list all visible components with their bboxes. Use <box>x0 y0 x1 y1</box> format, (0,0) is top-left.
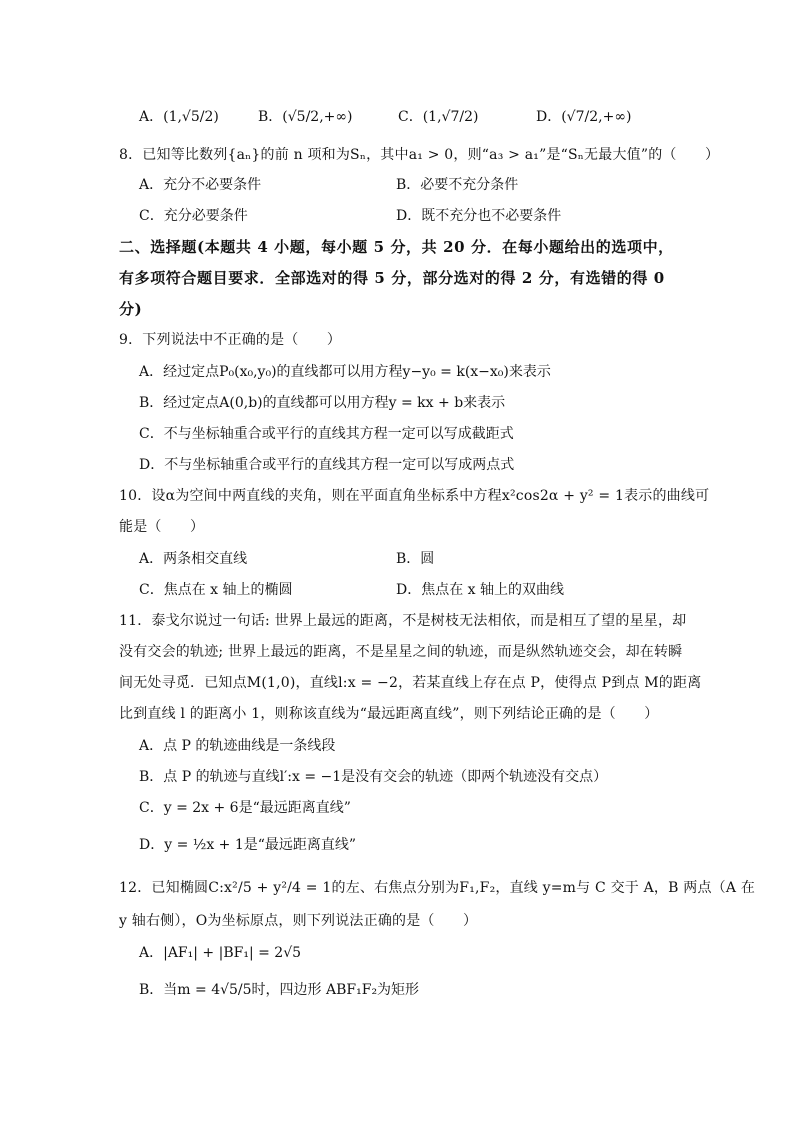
q8-stem: 8．已知等比数列{aₙ}的前 n 项和为Sₙ，其中a₁ > 0，则“a₃ > a₁”是“Sₙ无最大值”的（ ） <box>119 147 720 163</box>
q9-stem: 9．下列说法中不正确的是（ ） <box>119 332 342 348</box>
q11-option-d[interactable]: D．y = ½x + 1是“最远距离直线” <box>139 837 357 853</box>
q11-stem-line3: 间无处寻觅．已知点M(1,0)，直线l:x = −2，若某直线上存在点 P，使得点 P到点 M的距离 <box>119 675 702 691</box>
section2-heading-line3: 分) <box>119 300 143 318</box>
q11-stem-line2: 没有交会的轨迹; 世界上最远的距离，不是星星之间的轨迹，而是纵然轨迹交会，却在转瞬 <box>119 644 683 660</box>
q8-option-b[interactable]: B．必要不充分条件 <box>396 177 519 193</box>
q10-stem-line2: 能是（ ） <box>119 519 205 535</box>
section2-heading-line2: 有多项符合题目要求．全部选对的得 5 分，部分选对的得 2 分，有选错的得 0 <box>119 269 665 287</box>
q10-option-d[interactable]: D．焦点在 x 轴上的双曲线 <box>396 582 565 598</box>
q8-option-a[interactable]: A．充分不必要条件 <box>139 177 262 193</box>
q11-stem-line1: 11．泰戈尔说过一句话: 世界上最远的距离，不是树枝无法相依，而是相互了望的星星，却 <box>119 613 687 629</box>
q7-option-d[interactable]: D．(√7/2,+∞) <box>536 109 632 125</box>
q11-option-a[interactable]: A．点 P 的轨迹曲线是一条线段 <box>139 738 336 754</box>
q11-option-c[interactable]: C．y = 2x + 6是“最远距离直线” <box>139 800 351 816</box>
q7-option-b[interactable]: B．(√5/2,+∞) <box>258 109 353 125</box>
q12-option-a[interactable]: A．|AF₁| + |BF₁| = 2√5 <box>139 945 302 961</box>
q11-option-b[interactable]: B．点 P 的轨迹与直线l′:x = −1是没有交会的轨迹（即两个轨迹没有交点） <box>139 769 608 785</box>
q12-stem-line1: 12．已知椭圆C:x²/5 + y²/4 = 1的左、右焦点分别为F₁,F₂，直线 y=m与 C 交于 A，B 两点（A 在 <box>119 880 756 896</box>
q9-option-a[interactable]: A．经过定点P₀(x₀,y₀)的直线都可以用方程y−y₀ = k(x−x₀)来表示 <box>139 364 551 380</box>
q10-option-c[interactable]: C．焦点在 x 轴上的椭圆 <box>139 582 293 598</box>
q10-option-b[interactable]: B．圆 <box>396 551 435 567</box>
q12-stem-line2: y 轴右侧），O为坐标原点，则下列说法正确的是（ ） <box>119 913 478 929</box>
q9-option-b[interactable]: B．经过定点A(0,b)的直线都可以用方程y = kx + b来表示 <box>139 395 506 411</box>
q9-option-d[interactable]: D．不与坐标轴重合或平行的直线其方程一定可以写成两点式 <box>139 457 515 473</box>
section2-heading-line1: 二、选择题(本题共 4 小题，每小题 5 分，共 20 分．在每小题给出的选项中， <box>119 238 674 256</box>
q7-option-c[interactable]: C．(1,√7/2) <box>398 109 479 125</box>
q11-stem-line4: 比到直线 l 的距离小 1，则称该直线为“最远距离直线”，则下列结论正确的是（ ） <box>119 706 659 722</box>
q7-option-a[interactable]: A．(1,√5/2) <box>139 109 219 125</box>
q10-option-a[interactable]: A．两条相交直线 <box>139 551 248 567</box>
q8-option-c[interactable]: C．充分必要条件 <box>139 208 248 224</box>
q12-option-b[interactable]: B．当m = 4√5/5时，四边形 ABF₁F₂为矩形 <box>139 982 420 998</box>
q8-option-d[interactable]: D．既不充分也不必要条件 <box>396 208 562 224</box>
q9-option-c[interactable]: C．不与坐标轴重合或平行的直线其方程一定可以写成截距式 <box>139 426 514 442</box>
q10-stem-line1: 10．设α为空间中两直线的夹角，则在平面直角坐标系中方程x²cos2α + y² = 1表示的曲线可 <box>119 488 710 504</box>
